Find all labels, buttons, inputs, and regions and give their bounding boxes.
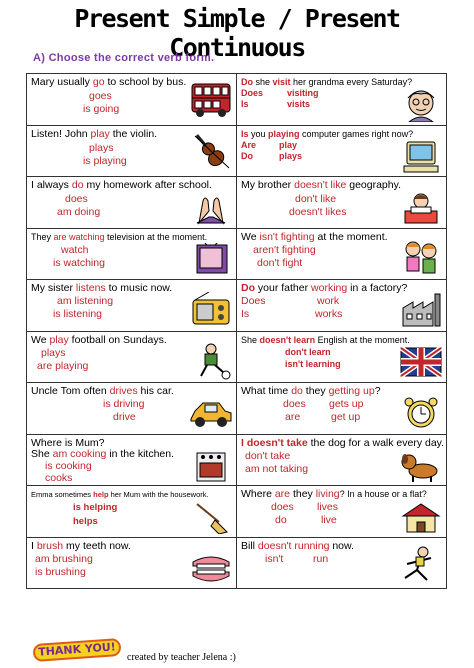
thank-you-badge: THANK YOU! bbox=[32, 638, 121, 662]
option-2a[interactable]: Is bbox=[241, 308, 250, 320]
dog-icon bbox=[399, 449, 443, 483]
option-2[interactable]: helps bbox=[73, 516, 98, 527]
sentence: Emma sometimes help her Mum with the housework. bbox=[31, 490, 209, 499]
radio-icon bbox=[189, 292, 233, 328]
exercise-cell bbox=[236, 73, 447, 126]
option-2[interactable]: am not taking bbox=[245, 462, 309, 475]
exercise-cell bbox=[26, 331, 237, 384]
option-2b[interactable]: get up bbox=[331, 411, 361, 423]
option-2[interactable]: is brushing bbox=[35, 565, 86, 578]
option-2[interactable]: cooks bbox=[45, 471, 73, 484]
student-icon bbox=[399, 191, 443, 225]
sentence: We isn't fighting at the moment. bbox=[241, 230, 388, 243]
page-title: Present Simple / Present Continuous bbox=[74, 4, 400, 62]
option-1[interactable]: don't take bbox=[245, 449, 291, 462]
option-2b[interactable]: live bbox=[321, 514, 337, 526]
sentence: Do your father working in a factory? bbox=[241, 282, 408, 294]
exercise-cell bbox=[26, 485, 237, 538]
kids-icon bbox=[399, 239, 443, 277]
sentence: She doesn't learn English at the moment. bbox=[241, 334, 410, 345]
option-1[interactable]: plays bbox=[89, 141, 114, 154]
sentence: My brother doesn't like geography. bbox=[241, 179, 401, 191]
option-2[interactable]: is watching bbox=[53, 256, 105, 269]
option-2[interactable]: is listening bbox=[53, 308, 103, 320]
option-2[interactable]: drive bbox=[113, 411, 136, 423]
exercise-cell bbox=[26, 176, 237, 229]
option-1a[interactable]: Are bbox=[241, 139, 257, 150]
car-icon bbox=[189, 397, 233, 429]
sentence: Bill doesn't running now. bbox=[241, 539, 354, 552]
runner-icon bbox=[399, 546, 443, 586]
option-2[interactable]: is going bbox=[83, 103, 120, 115]
sentence: Where are they living? In a house or a flat? bbox=[241, 488, 427, 500]
exercise-cell bbox=[26, 228, 237, 281]
sentence: Mary usually go to school by bus. bbox=[31, 76, 187, 88]
exercise-row bbox=[27, 382, 447, 434]
exercise-row bbox=[27, 228, 447, 280]
exercise-cell bbox=[236, 331, 447, 384]
exercise-row bbox=[27, 434, 447, 486]
exercise-row bbox=[27, 125, 447, 177]
exercise-cell bbox=[236, 176, 447, 229]
option-1b[interactable]: lives bbox=[317, 501, 339, 513]
option-1[interactable]: goes bbox=[89, 90, 112, 102]
exercise-cell bbox=[236, 434, 447, 487]
option-2a[interactable]: Do bbox=[241, 150, 253, 161]
author-credit: created by teacher Jelena :) bbox=[127, 652, 236, 663]
sentence: We play football on Sundays. bbox=[31, 333, 167, 346]
option-1b[interactable]: run bbox=[313, 552, 329, 565]
exercise-cell bbox=[236, 382, 447, 435]
exercise-row bbox=[27, 537, 447, 589]
violin-icon bbox=[189, 130, 233, 172]
clock-icon bbox=[399, 397, 443, 431]
option-1a[interactable]: does bbox=[271, 501, 294, 513]
football-icon bbox=[189, 342, 233, 380]
option-1[interactable]: am brushing bbox=[35, 552, 93, 565]
sentence: Where is Mum? bbox=[31, 436, 105, 449]
tv-icon bbox=[189, 243, 233, 277]
exercise-cell bbox=[236, 279, 447, 332]
sentence: They are watching television at the moment. bbox=[31, 231, 208, 242]
exercise-cell bbox=[236, 485, 447, 538]
sentence: My sister listens to music now. bbox=[31, 282, 173, 294]
uk-flag-icon bbox=[399, 346, 443, 378]
sentence: I doesn't take the dog for a walk every day. bbox=[241, 436, 445, 449]
option-2[interactable]: isn't learning bbox=[285, 358, 341, 369]
option-2a[interactable]: are bbox=[285, 411, 301, 423]
option-1a[interactable]: does bbox=[283, 398, 306, 410]
sentence: Listen! John play the violin. bbox=[31, 127, 158, 140]
exercise-cell bbox=[236, 125, 447, 178]
option-1a[interactable]: Does bbox=[241, 295, 266, 307]
exercise-cell bbox=[26, 382, 237, 435]
option-1[interactable]: am listening bbox=[57, 295, 114, 307]
bus-icon bbox=[189, 78, 233, 120]
option-1[interactable]: don't learn bbox=[285, 346, 331, 357]
exercise-cell bbox=[26, 73, 237, 126]
exercise-cell bbox=[26, 279, 237, 332]
option-1a[interactable]: Does bbox=[241, 88, 264, 98]
exercise-cell bbox=[26, 434, 237, 487]
option-2[interactable]: doesn't likes bbox=[289, 206, 347, 218]
exercise-row bbox=[27, 331, 447, 383]
option-1b[interactable]: gets up bbox=[329, 398, 364, 410]
option-1a[interactable]: isn't bbox=[265, 552, 284, 565]
option-1[interactable]: aren't fighting bbox=[253, 243, 316, 256]
option-1[interactable]: plays bbox=[41, 346, 66, 359]
exercise-row bbox=[27, 279, 447, 331]
option-1[interactable]: watch bbox=[61, 243, 89, 256]
option-1[interactable]: is driving bbox=[103, 398, 145, 410]
option-1[interactable]: don't like bbox=[295, 193, 337, 205]
grandma-icon bbox=[399, 88, 443, 122]
exercise-row bbox=[27, 176, 447, 228]
sentence: Do she visit her grandma every Saturday? bbox=[241, 77, 413, 87]
factory-icon bbox=[399, 292, 443, 328]
exercise-cell bbox=[26, 125, 237, 178]
teeth-icon bbox=[189, 552, 233, 586]
sentence: What time do they getting up? bbox=[241, 385, 381, 397]
sentence: I always do my homework after school. bbox=[31, 179, 212, 191]
exercise-row bbox=[27, 73, 447, 125]
option-1b[interactable]: visiting bbox=[287, 88, 319, 98]
option-2a[interactable]: do bbox=[275, 514, 287, 526]
option-1[interactable]: is cooking bbox=[45, 459, 92, 472]
exercise-cell bbox=[236, 537, 447, 590]
exercise-grid bbox=[27, 73, 447, 588]
exercise-row bbox=[27, 485, 447, 537]
option-1[interactable]: is helping bbox=[73, 502, 118, 513]
option-2b[interactable]: visits bbox=[287, 99, 311, 109]
exercise-cell bbox=[26, 537, 237, 590]
option-2[interactable]: is playing bbox=[83, 154, 127, 167]
verb-highlight: go bbox=[92, 76, 105, 88]
option-2b[interactable]: plays bbox=[279, 150, 303, 161]
broom-icon bbox=[189, 500, 233, 534]
house-icon bbox=[399, 502, 443, 534]
option-2a[interactable]: Is bbox=[241, 99, 249, 109]
exercise-instruction: A) Choose the correct verb form. bbox=[33, 52, 215, 64]
sentence: Uncle Tom often drives his car. bbox=[31, 385, 174, 397]
option-1b[interactable]: play bbox=[279, 139, 298, 150]
stove-icon bbox=[189, 447, 233, 483]
option-1[interactable]: does bbox=[65, 193, 88, 205]
option-2b[interactable]: works bbox=[315, 308, 343, 320]
sentence-line-2: She am cooking in the kitchen. bbox=[31, 447, 175, 460]
computer-icon bbox=[399, 140, 443, 174]
option-2[interactable]: are playing bbox=[37, 359, 89, 372]
hands-icon bbox=[189, 191, 233, 225]
option-2[interactable]: am doing bbox=[57, 206, 101, 218]
sentence: Is you playing computer games right now? bbox=[241, 128, 414, 139]
sentence: I brush my teeth now. bbox=[31, 539, 131, 552]
option-2[interactable]: don't fight bbox=[257, 256, 303, 269]
exercise-cell bbox=[236, 228, 447, 281]
option-1b[interactable]: work bbox=[317, 295, 340, 307]
